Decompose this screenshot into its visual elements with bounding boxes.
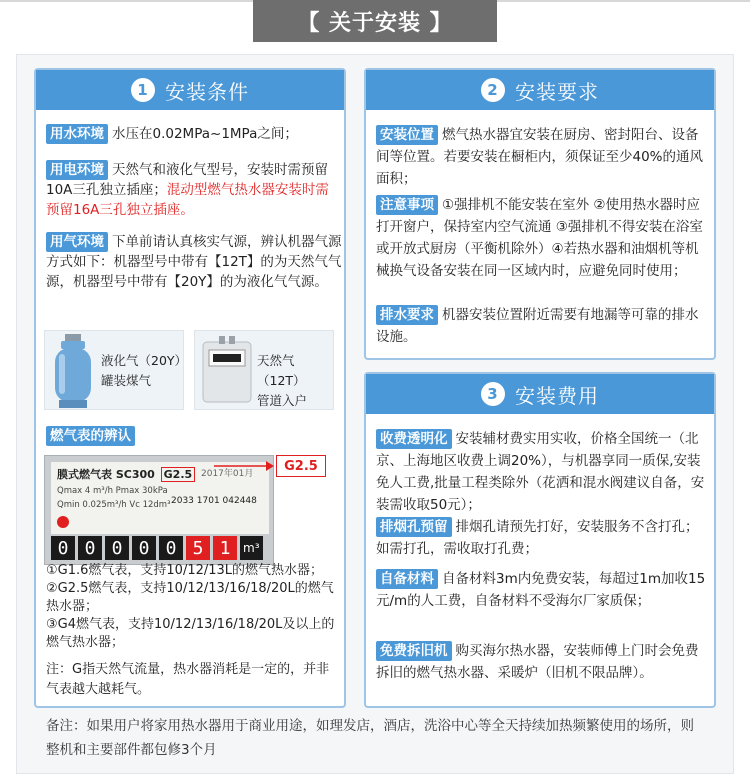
power-row xyxy=(46,160,342,220)
callout-arrow-icon xyxy=(214,456,274,476)
hole-row xyxy=(376,516,706,560)
material-tag: 自备材料 xyxy=(376,569,438,589)
notice-row xyxy=(376,194,706,282)
lpg-label: 液化气（20Y） xyxy=(101,353,188,368)
meter-title-row xyxy=(46,426,139,446)
ng-label: 天然气（12T） xyxy=(257,353,306,388)
fee-row xyxy=(376,428,706,516)
drain-text: 机器安装位置附近需要有地漏等可靠的排水设施。 xyxy=(376,307,699,345)
power-warning: 混动型燃气热水器安装时需预留16A三孔独立插座。 xyxy=(46,182,329,218)
panel-header xyxy=(36,70,344,110)
g25-text: ②G2.5燃气表，支持10/12/13/16/18/20L的燃气热水器； xyxy=(46,581,334,614)
water-text: 水压在0.02MPa~1MPa之间； xyxy=(112,126,298,142)
notice-tag: 注意事项 xyxy=(376,195,438,215)
drain-tag: 排水要求 xyxy=(376,305,438,325)
model-callout: G2.5 xyxy=(276,455,326,477)
section-banner: 【 关于安装 】 xyxy=(253,0,497,42)
material-text: 自备材料3m内免费安装，每超过1m加收15元/m的人工费，自备材料不受海尔厂家质保； xyxy=(376,571,706,609)
counter-digit: 1 xyxy=(213,536,237,560)
counter-digit: 0 xyxy=(132,536,156,560)
water-tag: 用水环境 xyxy=(46,124,108,144)
fee-text: 安装辅材费实用实收，价格全国统一（北京、上海地区收费上调20%），与机器享同一质保,安装免人工费,批量工程类除外（花洒和混水阀建议自备，安装需收取50元）； xyxy=(376,431,705,513)
drain-row xyxy=(376,304,706,348)
removal-row xyxy=(376,640,706,684)
step-number-badge: 1 xyxy=(131,78,155,102)
water-row xyxy=(46,124,336,144)
step-number-badge: 2 xyxy=(481,78,505,102)
fee-tag: 收费透明化 xyxy=(376,429,452,449)
counter-unit: m³ xyxy=(240,536,263,560)
material-row xyxy=(376,568,706,612)
gas-flow-note: 注：G指天然气流量，热水器消耗是一定的，并非气表越大越耗气。 xyxy=(46,662,330,697)
g16-text: ①G1.6燃气表，支持10/12/13L的燃气热水器； xyxy=(46,563,324,578)
meter-counter xyxy=(51,536,269,562)
meter-label: 膜式燃气表 SC300 xyxy=(57,468,155,481)
brand-logo-icon xyxy=(57,516,69,528)
gas-cylinder-icon xyxy=(49,332,97,410)
panel-title: 安装条件 xyxy=(165,79,249,104)
meter-qmax: Qmax 4 m³/h Pmax 30kPa xyxy=(57,486,168,496)
panel-title: 安装要求 xyxy=(515,79,599,104)
counter-digit: 5 xyxy=(186,536,210,560)
panel-header xyxy=(366,374,714,414)
gas-row xyxy=(46,232,342,292)
step-number-badge: 3 xyxy=(481,382,505,406)
meter-serial: 2033 1701 042448 xyxy=(171,496,257,506)
counter-digit: 0 xyxy=(105,536,129,560)
notice-text: ①强排机不能安装在室外 ②使用热水器时应打开窗户，保持室内空气流通 ③强排机不得安装在浴室或开放式厨房（平衡机除外）④若热水器和油烟机等机械换气设备安装在同一区域内时，应避免同时使用； xyxy=(376,197,703,279)
g4-text: ③G4燃气表，支持10/12/13/16/18/20L及以上的燃气热水器； xyxy=(46,617,335,650)
gas-meter-icon xyxy=(199,336,255,406)
removal-tag: 免费拆旧机 xyxy=(376,641,452,661)
power-tag: 用电环境 xyxy=(46,160,108,180)
counter-digit: 0 xyxy=(78,536,102,560)
meter-title-tag: 燃气表的辨认 xyxy=(46,426,135,446)
counter-digit: 0 xyxy=(159,536,183,560)
lpg-sublabel: 罐装煤气 xyxy=(101,373,152,388)
location-text: 燃气热水器宜安装在厨房、密封阳台、设备间等位置。若要安装在橱柜内，须保证至少40%的通风面积； xyxy=(376,127,704,187)
power-text: 天然气和液化气型号，安装时需预留10A三孔独立插座； xyxy=(46,162,328,198)
hole-text: 排烟孔请预先打好，安装服务不含打孔；如需打孔，需收取打孔费； xyxy=(376,519,699,557)
panel-header xyxy=(366,70,714,110)
meter-qmin: Qmin 0.025m³/h Vc 12dm³ xyxy=(57,500,171,510)
ng-sublabel: 管道入户 xyxy=(257,393,308,408)
lpg-card xyxy=(44,330,188,410)
footer-note: 备注：如果用户将家用热水器用于商业用途，如理发店，酒店，洗浴中心等全天持续加热频繁使用的场所，则整机和主要部件都包修3个月 xyxy=(46,718,694,758)
meter-model: G2.5 xyxy=(161,467,196,482)
hole-tag: 排烟孔预留 xyxy=(376,517,452,537)
location-row xyxy=(376,124,706,190)
counter-digit: 0 xyxy=(51,536,75,560)
gas-tag: 用气环境 xyxy=(46,232,108,252)
location-tag: 安装位置 xyxy=(376,125,438,145)
gas-text: 下单前请认真核实气源，辨认机器气源方式如下：机器型号中带有【12T】的为天然气气源，机器型号中带有【20Y】的为液化气气源。 xyxy=(46,234,342,290)
meter-year: 2017年01月 xyxy=(201,469,254,479)
panel-title: 安装费用 xyxy=(515,383,599,408)
natural-gas-card xyxy=(194,330,334,410)
removal-text: 购买海尔热水器，安装师傅上门时会免费拆旧的燃气热水器、采暖炉（旧机不限品牌）。 xyxy=(376,643,699,681)
